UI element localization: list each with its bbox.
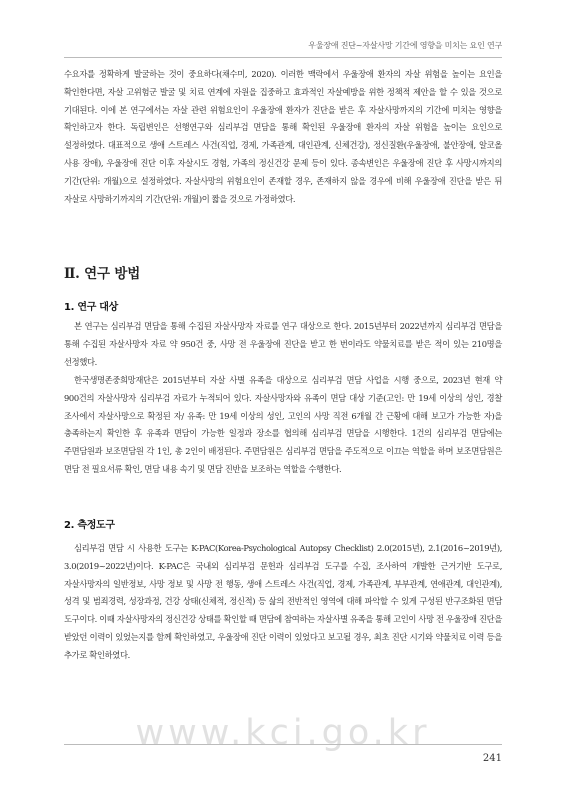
footer-divider bbox=[64, 744, 502, 745]
subjects-paragraph-2: 한국생명존중희망재단은 2015년부터 자살 사별 유족을 대상으로 심리부검 면담 사업을 시행 중으로, 2023년 현재 약 900건의 자살사망자 심리부검 자료가 누적되어 있다. 자살사망자와 유족이 면담 대상 기준(고인: 만 19세 이상의 성인, 경찰 조사에서 자살사망으로 확정된 자/ 유족: 만 19세 이상의 성인, 고인의 사망 직전 6개월 간 근황에 대해 보고가 가능한 자)을 충족하는지 확인한 후 유족과 면담이 가능한 일정과 장소를 협의해 심리부검 면담을 시행한다. 1건의 심리부검 면담에는 주면담원과 보조면담원 각 1인, 총 2인이 배정된다. 주면담원은 심리부검 면담을 주도적으로 이끄는 역할을 하며 보조면담원은 면담 전 필요서류 확인, 면담 내용 속기 및 면담 진반을 보조하는 역할을 수행한다. bbox=[64, 375, 502, 474]
instruments-paragraph: 심리부검 면담 시 사용한 도구는 K-PAC(Korea-Psychological Autopsy Checklist) 2.0(2015년), 2.1(2016~2019년), 3.0(2019~2022년)이다. K-PAC은 국내외 심리부검 문헌과 심리부검 도구를 수집, 조사하여 개발한 근거기반 도구로, 자살사망자의 일반정보, 사망 정보 및 사망 전 행동, 생애 스트레스 사건(직업, 경제, 가족관계, 부부관계, 연애관계, 대인관계), 성격 및 범죄경력, 성장과정, 건강 상태(신체적, 정신적) 등 삶의 전반적인 영역에 대해 파악할 수 있게 구성된 반구조화된 면담 도구이다. 이때 자살사망자의 정신건강 상태를 확인할 때 면담에 참여하는 자살사별 유족을 통해 고인이 사망 전 우울장애 진단을 받았던 이력이 있었는지를 함께 확인하였고, 우울장애 진단 이력이 있었다고 보고될 경우, 최초 진단 시기와 약물치료 이력 등을 추가로 확인하였다. bbox=[64, 543, 502, 660]
page-number: 241 bbox=[482, 753, 502, 764]
running-header: 우울장애 진단~자살사망 기간에 영향을 미치는 요인 연구 bbox=[308, 41, 502, 50]
subjects-paragraph-1: 본 연구는 심리부검 면담을 통해 수집된 자살사망자 자료를 연구 대상으로 한다. 2015년부터 2022년까지 심리부검 면담을 통해 수집된 자살사망자 자료 약 950건 중, 사망 전 우울장애 진단을 받고 한 번이라도 약물치료를 받은 적이 있는 210명을 선정했다. bbox=[64, 321, 502, 367]
section-title: Ⅱ. 연구 방법 bbox=[64, 266, 141, 282]
intro-paragraph: 수요자를 정확하게 발굴하는 것이 중요하다(채수미, 2020). 이러한 맥락에서 우울장애 환자의 자살 위험을 높이는 요인을 확인한다면, 자살 고위험군 발굴 및 치료 연계에 자원을 집중하고 효과적인 자살예방을 위한 정책적 제안을 할 수 있을 것으로 기대된다. 이에 본 연구에서는 자살 관련 위험요인이 우울장애 환자가 진단을 받은 후 자살사망까지의 기간에 미치는 영향을 확인하고자 한다. 독립변인은 선행연구와 심리부검 면담을 통해 확인된 우울장애 환자의 자살 위험을 높이는 요인으로 설정하였다. 대표적으로 생애 스트레스 사건(직업, 경제, 가족관계, 대인관계, 신체건강), 정신질환(우울장애, 불안장애, 알코올 사용 장애), 우울장애 진단 이후 자살시도 경험, 가족의 정신건강 문제 등이 있다. 종속변인은 우울장애 진단 후 사망시까지의 기간(단위: 개월)으로 설정하였다. 자살사망의 위험요인이 존재할 경우, 존재하지 않을 경우에 비해 우울장애 진단을 받은 뒤 자살로 사망하기까지의 기간(단위: 개월)이 짧을 것으로 가정하였다. bbox=[64, 69, 502, 204]
subsection-title-instruments: 2. 측정도구 bbox=[64, 520, 115, 531]
header-divider bbox=[64, 57, 502, 58]
subsection-title-subjects: 1. 연구 대상 bbox=[64, 302, 118, 313]
watermark: www.kci.go.kr bbox=[135, 713, 431, 753]
